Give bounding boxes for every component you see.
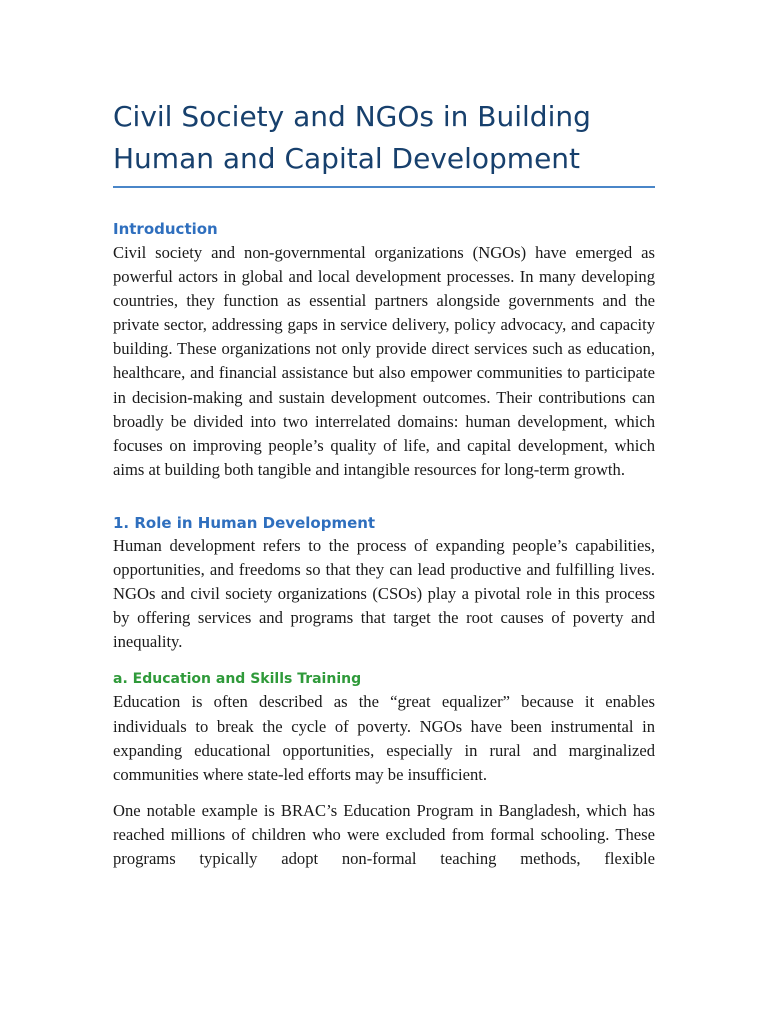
document-title — [113, 96, 655, 180]
document-page — [113, 96, 655, 871]
paragraph-human-development: Human development refers to the process of expanding people’s capabilities, opportunities, and freedoms so that they can lead productive and fulfilling lives. NGOs and civil society organizations (CSOs) play a pivotal role in this process by offering services and programs that target the root causes of poverty and inequality. — [113, 535, 655, 652]
title-line-1: Civil Society and NGOs in Building — [113, 100, 591, 133]
paragraph-introduction: Civil society and non-governmental organizations (NGOs) have emerged as powerful actors in global and local development processes. In many developing countries, they function as essential partners alongside governments and the private sector, addressing gaps in service delivery, policy advocacy, and capacity building. These organizations not only provide direct services such as education, healthcare, and financial assistance but also empower communities to participate in decision-making and sustain development outcomes. Their contributions can broadly be divided into two interrelated domains: human development, which focuses on improving people’s quality of life, and capital development, which aims at building both tangible and intangible resources for long-term growth. — [113, 243, 655, 479]
paragraph-education-2: One notable example is BRAC’s Education Program in Bangladesh, which has reached millions of children who were excluded from formal schooling. These programs typically adopt non-formal teaching methods, flexible — [113, 800, 655, 868]
heading-introduction: Introduction — [113, 220, 218, 238]
heading-education-skills: a. Education and Skills Training — [113, 671, 362, 688]
paragraph-education-1: Education is often described as the “great equalizer” because it enables individuals to break the cycle of poverty. NGOs have been instrumental in expanding educational opportunities, especially in rural and marginalized communities where state-led efforts may be insufficient. — [113, 692, 655, 784]
title-underline — [113, 186, 655, 188]
title-line-2: Human and Capital Development — [113, 142, 581, 175]
heading-human-development: 1. Role in Human Development — [113, 513, 376, 532]
